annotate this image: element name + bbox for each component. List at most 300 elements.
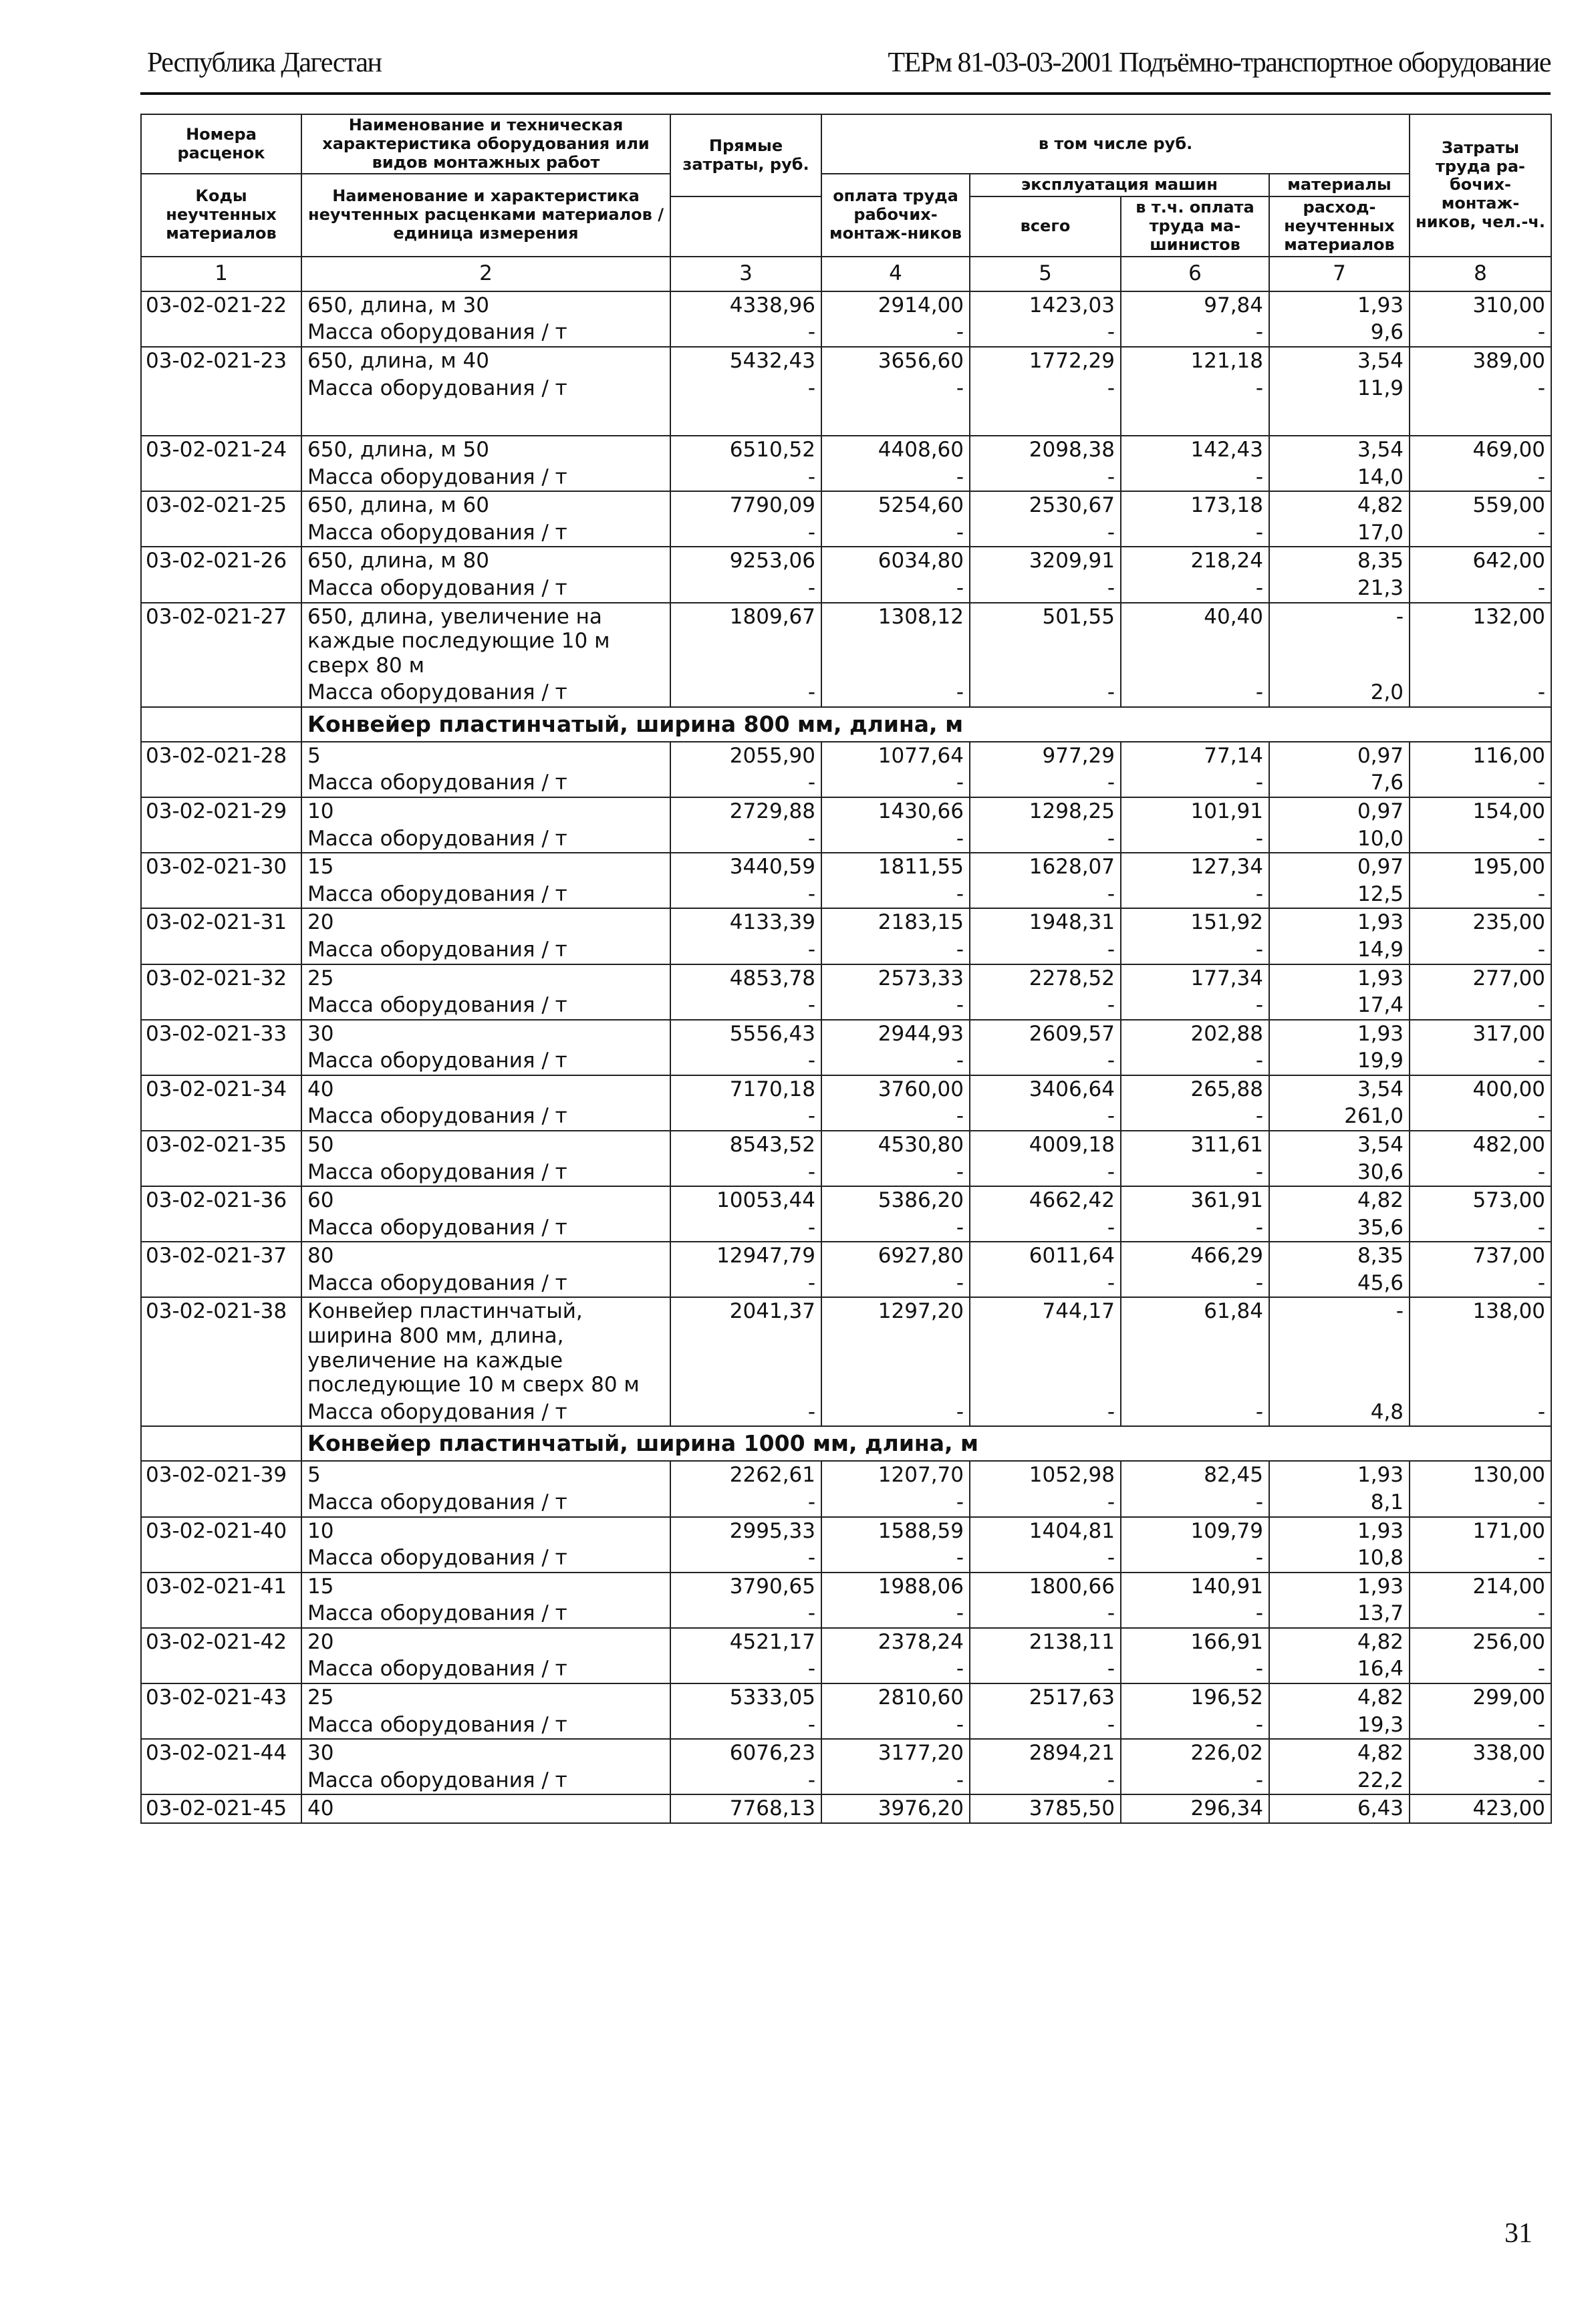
empty-dash: - [1121, 1159, 1269, 1187]
rate-code: 03-02-021-37 [141, 1242, 301, 1297]
empty-dash: - [1410, 1399, 1551, 1427]
work-name: 5 [301, 1461, 670, 1489]
empty-dash: - [970, 1489, 1121, 1517]
empty-dash: - [821, 992, 970, 1020]
table-row [141, 797, 1551, 825]
empty-dash: - [670, 1544, 821, 1573]
mass-row [141, 319, 1551, 347]
equipment-mass: 10,8 [1269, 1544, 1410, 1573]
equipment-mass: 14,0 [1269, 464, 1410, 492]
empty-dash: - [821, 1655, 970, 1683]
direct-cost: 4133,39 [670, 908, 821, 936]
machines-cost: 2530,67 [970, 491, 1121, 519]
empty-dash: - [821, 825, 970, 853]
section-heading: Конвейер пластинчатый, ширина 1000 мм, длина, м [301, 1426, 1551, 1461]
col-number: 3 [670, 257, 821, 291]
labor-hours: 171,00 [1410, 1517, 1551, 1545]
labor-hours: 559,00 [1410, 491, 1551, 519]
empty-dash: - [821, 1489, 970, 1517]
labor-hours: 214,00 [1410, 1573, 1551, 1601]
empty-dash: - [1121, 464, 1269, 492]
empty-dash: - [670, 1214, 821, 1242]
empty-dash: - [670, 992, 821, 1020]
mass-row [141, 825, 1551, 853]
col-head-direct-spacer [670, 196, 821, 256]
empty-dash: - [1410, 679, 1551, 707]
mass-row [141, 1159, 1551, 1187]
rate-code: 03-02-021-33 [141, 1020, 301, 1075]
work-name: 30 [301, 1739, 670, 1767]
machines-cost: 4662,42 [970, 1186, 1121, 1214]
col-number: 1 [141, 257, 301, 291]
materials-cost: 4,82 [1269, 491, 1410, 519]
table-row [141, 1683, 1551, 1712]
empty-dash: - [970, 375, 1121, 402]
wages-cost: 1430,66 [821, 797, 970, 825]
machines-cost: 3209,91 [970, 547, 1121, 575]
labor-hours: 573,00 [1410, 1186, 1551, 1214]
machines-cost: 6011,64 [970, 1242, 1121, 1270]
direct-cost: 2995,33 [670, 1517, 821, 1545]
materials-cost: 4,82 [1269, 1186, 1410, 1214]
empty-dash: - [821, 1712, 970, 1740]
mass-label: Масса оборудования / т [301, 769, 670, 797]
col-head-incl: в том числе руб. [821, 114, 1410, 174]
machinist-wages: 127,34 [1121, 853, 1269, 881]
direct-cost: 4521,17 [670, 1628, 821, 1656]
wages-cost: 1811,55 [821, 853, 970, 881]
header-rule [140, 92, 1551, 95]
table-row [141, 1573, 1551, 1601]
equipment-mass: 19,3 [1269, 1712, 1410, 1740]
empty-dash: - [670, 319, 821, 347]
machines-cost: 1404,81 [970, 1517, 1121, 1545]
labor-hours: 195,00 [1410, 853, 1551, 881]
rate-code: 03-02-021-22 [141, 291, 301, 347]
rate-code: 03-02-021-43 [141, 1683, 301, 1739]
empty-dash: - [1121, 1214, 1269, 1242]
spacer-cell [1269, 402, 1410, 436]
empty-dash: - [970, 1600, 1121, 1628]
mass-row [141, 1489, 1551, 1517]
empty-dash: - [1410, 825, 1551, 853]
wages-cost: 1988,06 [821, 1573, 970, 1601]
table-row [141, 1242, 1551, 1270]
empty-dash: - [970, 1270, 1121, 1298]
spacer-cell [970, 402, 1121, 436]
empty-dash: - [1410, 319, 1551, 347]
empty-dash: - [821, 1600, 970, 1628]
materials-cost: 0,97 [1269, 853, 1410, 881]
mass-row [141, 1655, 1551, 1683]
empty-dash: - [670, 1047, 821, 1075]
spacer-cell [1121, 402, 1269, 436]
table-row [141, 1186, 1551, 1214]
table-row [141, 964, 1551, 992]
rate-code: 03-02-021-24 [141, 436, 301, 491]
wages-cost: 2914,00 [821, 291, 970, 319]
work-name: Конвейер пластинчатый, ширина 800 мм, длина, увеличение на каждые последующие 10 м сверх 80 м [301, 1297, 670, 1398]
empty-dash: - [670, 825, 821, 853]
rate-code: 03-02-021-30 [141, 853, 301, 908]
empty-dash: - [821, 575, 970, 603]
work-name: 650, длина, м 50 [301, 436, 670, 464]
materials-cost: 1,93 [1269, 291, 1410, 319]
machines-cost: 2609,57 [970, 1020, 1121, 1048]
col-head-direct: Прямые затраты, руб. [670, 114, 821, 196]
machines-cost: 3406,64 [970, 1075, 1121, 1103]
materials-cost: 8,35 [1269, 547, 1410, 575]
machinist-wages: 101,91 [1121, 797, 1269, 825]
work-name: 650, длина, м 40 [301, 347, 670, 375]
mass-row [141, 1214, 1551, 1242]
materials-cost: 6,43 [1269, 1794, 1410, 1823]
direct-cost: 8543,52 [670, 1131, 821, 1159]
empty-dash: - [670, 1655, 821, 1683]
spacer-row [141, 402, 1551, 436]
mass-label: Масса оборудования / т [301, 319, 670, 347]
mass-label: Масса оборудования / т [301, 1159, 670, 1187]
empty-dash: - [1121, 1103, 1269, 1131]
table-row [141, 853, 1551, 881]
mass-label: Масса оборудования / т [301, 464, 670, 492]
equipment-mass: 21,3 [1269, 575, 1410, 603]
mass-label: Масса оборудования / т [301, 1544, 670, 1573]
page-number: 31 [1504, 2218, 1533, 2249]
materials-cost: 0,97 [1269, 742, 1410, 770]
machines-cost: 744,17 [970, 1297, 1121, 1398]
equipment-mass: 35,6 [1269, 1214, 1410, 1242]
empty-dash: - [1410, 375, 1551, 402]
mass-row [141, 519, 1551, 547]
col-number: 5 [970, 257, 1121, 291]
col-number: 8 [1410, 257, 1551, 291]
empty-dash: - [970, 1159, 1121, 1187]
col-head-name-bottom: Наименование и характеристика неучтенных расценками материалов / единица измерения [301, 174, 670, 256]
labor-hours: 338,00 [1410, 1739, 1551, 1767]
section-spacer-cell [141, 1426, 301, 1461]
work-name: 650, длина, м 60 [301, 491, 670, 519]
empty-dash: - [1121, 1489, 1269, 1517]
mass-row [141, 464, 1551, 492]
labor-hours: 277,00 [1410, 964, 1551, 992]
machinist-wages: 97,84 [1121, 291, 1269, 319]
table-row [141, 1628, 1551, 1656]
mass-label: Масса оборудования / т [301, 519, 670, 547]
work-name: 650, длина, м 30 [301, 291, 670, 319]
machinist-wages: 166,91 [1121, 1628, 1269, 1656]
mass-row [141, 1103, 1551, 1131]
empty-dash: - [1410, 1103, 1551, 1131]
table-row [141, 1297, 1551, 1398]
materials-cost: 8,35 [1269, 1242, 1410, 1270]
materials-cost: 0,97 [1269, 797, 1410, 825]
equipment-mass: 19,9 [1269, 1047, 1410, 1075]
col-head-name-top: Наименование и техническая характеристика оборудования или видов монтажных работ [301, 114, 670, 174]
col-number: 4 [821, 257, 970, 291]
machines-cost: 1298,25 [970, 797, 1121, 825]
equipment-mass: 13,7 [1269, 1600, 1410, 1628]
empty-dash: - [970, 575, 1121, 603]
mass-label: Масса оборудования / т [301, 992, 670, 1020]
mass-label: Масса оборудования / т [301, 1655, 670, 1683]
wages-cost: 2810,60 [821, 1683, 970, 1712]
work-name: 5 [301, 742, 670, 770]
mass-row [141, 1047, 1551, 1075]
direct-cost: 5432,43 [670, 347, 821, 375]
empty-dash: - [970, 319, 1121, 347]
machinist-wages: 61,84 [1121, 1297, 1269, 1398]
equipment-mass: 30,6 [1269, 1159, 1410, 1187]
rate-code: 03-02-021-40 [141, 1517, 301, 1573]
wages-cost: 3656,60 [821, 347, 970, 375]
machines-cost: 2098,38 [970, 436, 1121, 464]
table-row [141, 347, 1551, 375]
wages-cost: 3976,20 [821, 1794, 970, 1823]
wages-cost: 1207,70 [821, 1461, 970, 1489]
mass-label: Масса оборудования / т [301, 1103, 670, 1131]
empty-dash: - [1121, 1399, 1269, 1427]
empty-dash: - [821, 375, 970, 402]
equipment-mass: 4,8 [1269, 1399, 1410, 1427]
machines-cost: 501,55 [970, 603, 1121, 680]
labor-hours: 737,00 [1410, 1242, 1551, 1270]
labor-hours: 130,00 [1410, 1461, 1551, 1489]
labor-hours: 389,00 [1410, 347, 1551, 375]
empty-dash: - [1410, 464, 1551, 492]
machines-cost: 1800,66 [970, 1573, 1121, 1601]
empty-dash: - [970, 464, 1121, 492]
empty-dash: - [1410, 769, 1551, 797]
rate-code: 03-02-021-29 [141, 797, 301, 853]
empty-dash: - [1410, 1655, 1551, 1683]
labor-hours: 469,00 [1410, 436, 1551, 464]
work-name: 40 [301, 1794, 670, 1823]
table-row [141, 1739, 1551, 1767]
empty-dash: - [970, 1103, 1121, 1131]
table-row [141, 1075, 1551, 1103]
col-head-machines-total: всего [970, 196, 1121, 256]
mass-label: Масса оборудования / т [301, 1600, 670, 1628]
work-name: 10 [301, 1517, 670, 1545]
direct-cost: 9253,06 [670, 547, 821, 575]
direct-cost: 7790,09 [670, 491, 821, 519]
mass-label: Масса оборудования / т [301, 1214, 670, 1242]
rate-code: 03-02-021-31 [141, 908, 301, 964]
empty-dash: - [1410, 1489, 1551, 1517]
rate-code: 03-02-021-32 [141, 964, 301, 1020]
col-head-codes-top: Номера расценок [141, 114, 301, 174]
empty-dash: - [1410, 1047, 1551, 1075]
rate-code: 03-02-021-25 [141, 491, 301, 547]
machinist-wages: 226,02 [1121, 1739, 1269, 1767]
wages-cost: 2183,15 [821, 908, 970, 936]
direct-cost: 2055,90 [670, 742, 821, 770]
empty-dash: - [1121, 319, 1269, 347]
mass-row [141, 679, 1551, 707]
mass-label: Масса оборудования / т [301, 1489, 670, 1517]
mass-label: Масса оборудования / т [301, 575, 670, 603]
empty-dash: - [670, 1712, 821, 1740]
work-name: 20 [301, 908, 670, 936]
table-row [141, 547, 1551, 575]
work-name: 30 [301, 1020, 670, 1048]
empty-dash: - [1410, 1712, 1551, 1740]
mass-row [141, 1270, 1551, 1298]
labor-hours: 400,00 [1410, 1075, 1551, 1103]
empty-dash: - [970, 679, 1121, 707]
empty-dash: - [670, 464, 821, 492]
empty-dash: - [1121, 1047, 1269, 1075]
empty-dash: - [670, 881, 821, 909]
wages-cost: 3760,00 [821, 1075, 970, 1103]
materials-cost: - [1269, 1297, 1410, 1398]
materials-cost: 3,54 [1269, 1131, 1410, 1159]
rate-code: 03-02-021-35 [141, 1131, 301, 1186]
empty-dash: - [970, 1544, 1121, 1573]
direct-cost: 2262,61 [670, 1461, 821, 1489]
wages-cost: 5386,20 [821, 1186, 970, 1214]
empty-dash: - [1121, 375, 1269, 402]
materials-cost: 4,82 [1269, 1628, 1410, 1656]
mass-label: Масса оборудования / т [301, 825, 670, 853]
empty-dash: - [821, 769, 970, 797]
col-head-machines-wages: в т.ч. оплата труда ма-шинистов [1121, 196, 1269, 256]
direct-cost: 5556,43 [670, 1020, 821, 1048]
direct-cost: 6510,52 [670, 436, 821, 464]
rate-code: 03-02-021-44 [141, 1739, 301, 1794]
empty-dash: - [821, 1214, 970, 1242]
labor-hours: 235,00 [1410, 908, 1551, 936]
empty-dash: - [670, 375, 821, 402]
empty-dash: - [670, 1159, 821, 1187]
mass-label: Масса оборудования / т [301, 881, 670, 909]
equipment-mass: 45,6 [1269, 1270, 1410, 1298]
machinist-wages: 151,92 [1121, 908, 1269, 936]
rate-code: 03-02-021-28 [141, 742, 301, 797]
work-name: 650, длина, увеличение на каждые последующие 10 м сверх 80 м [301, 603, 670, 680]
materials-cost: 1,93 [1269, 1461, 1410, 1489]
mass-label: Масса оборудования / т [301, 1270, 670, 1298]
wages-cost: 5254,60 [821, 491, 970, 519]
empty-dash: - [1410, 1159, 1551, 1187]
wages-cost: 1077,64 [821, 742, 970, 770]
equipment-mass: 8,1 [1269, 1489, 1410, 1517]
empty-dash: - [670, 575, 821, 603]
equipment-mass: 16,4 [1269, 1655, 1410, 1683]
machinist-wages: 121,18 [1121, 347, 1269, 375]
equipment-mass: 22,2 [1269, 1767, 1410, 1795]
machinist-wages: 218,24 [1121, 547, 1269, 575]
empty-dash: - [821, 1103, 970, 1131]
materials-cost: 1,93 [1269, 1573, 1410, 1601]
empty-dash: - [970, 519, 1121, 547]
empty-dash: - [1410, 519, 1551, 547]
empty-dash: - [821, 1047, 970, 1075]
machinist-wages: 311,61 [1121, 1131, 1269, 1159]
direct-cost: 10053,44 [670, 1186, 821, 1214]
machinist-wages: 77,14 [1121, 742, 1269, 770]
work-name: 20 [301, 1628, 670, 1656]
empty-dash: - [670, 1489, 821, 1517]
table-body [141, 291, 1551, 1823]
empty-dash: - [1410, 575, 1551, 603]
empty-dash: - [970, 1655, 1121, 1683]
machinist-wages: 265,88 [1121, 1075, 1269, 1103]
empty-dash: - [821, 1270, 970, 1298]
empty-dash: - [1121, 1544, 1269, 1573]
machinist-wages: 109,79 [1121, 1517, 1269, 1545]
table-row [141, 1020, 1551, 1048]
materials-cost: 3,54 [1269, 436, 1410, 464]
rate-code: 03-02-021-39 [141, 1461, 301, 1516]
mass-label: Масса оборудования / т [301, 936, 670, 964]
labor-hours: 132,00 [1410, 603, 1551, 680]
materials-cost: 1,93 [1269, 964, 1410, 992]
mass-row [141, 992, 1551, 1020]
machines-cost: 1423,03 [970, 291, 1121, 319]
direct-cost: 1809,67 [670, 603, 821, 680]
empty-dash: - [970, 1399, 1121, 1427]
mass-row [141, 1544, 1551, 1573]
col-head-materials-sub: расход-неучтенных материалов [1269, 196, 1410, 256]
section-heading-row [141, 707, 1551, 742]
mass-label: Масса оборудования / т [301, 1712, 670, 1740]
empty-dash: - [1410, 992, 1551, 1020]
empty-dash: - [1121, 679, 1269, 707]
machinist-wages: 82,45 [1121, 1461, 1269, 1489]
equipment-mass: 14,9 [1269, 936, 1410, 964]
rate-code: 03-02-021-27 [141, 603, 301, 707]
machines-cost: 2138,11 [970, 1628, 1121, 1656]
spacer-cell [301, 402, 670, 436]
work-name: 60 [301, 1186, 670, 1214]
empty-dash: - [670, 769, 821, 797]
empty-dash: - [1121, 825, 1269, 853]
empty-dash: - [1121, 519, 1269, 547]
empty-dash: - [1121, 1712, 1269, 1740]
col-number: 2 [301, 257, 670, 291]
labor-hours: 482,00 [1410, 1131, 1551, 1159]
mass-label: Масса оборудования / т [301, 375, 670, 402]
machinist-wages: 177,34 [1121, 964, 1269, 992]
empty-dash: - [821, 1159, 970, 1187]
labor-hours: 154,00 [1410, 797, 1551, 825]
machines-cost: 1628,07 [970, 853, 1121, 881]
table-row [141, 1461, 1551, 1489]
section-heading-row [141, 1426, 1551, 1461]
machinist-wages: 361,91 [1121, 1186, 1269, 1214]
empty-dash: - [821, 936, 970, 964]
empty-dash: - [1410, 1214, 1551, 1242]
direct-cost: 4338,96 [670, 291, 821, 319]
machinist-wages: 173,18 [1121, 491, 1269, 519]
labor-hours: 317,00 [1410, 1020, 1551, 1048]
mass-row [141, 881, 1551, 909]
section-spacer-cell [141, 707, 301, 742]
wages-cost: 4530,80 [821, 1131, 970, 1159]
table-row [141, 291, 1551, 319]
empty-dash: - [670, 679, 821, 707]
direct-cost: 12947,79 [670, 1242, 821, 1270]
spacer-cell [1410, 402, 1551, 436]
spacer-cell [670, 402, 821, 436]
wages-cost: 6927,80 [821, 1242, 970, 1270]
mass-row [141, 769, 1551, 797]
labor-hours: 423,00 [1410, 1794, 1551, 1823]
empty-dash: - [970, 936, 1121, 964]
empty-dash: - [1121, 769, 1269, 797]
